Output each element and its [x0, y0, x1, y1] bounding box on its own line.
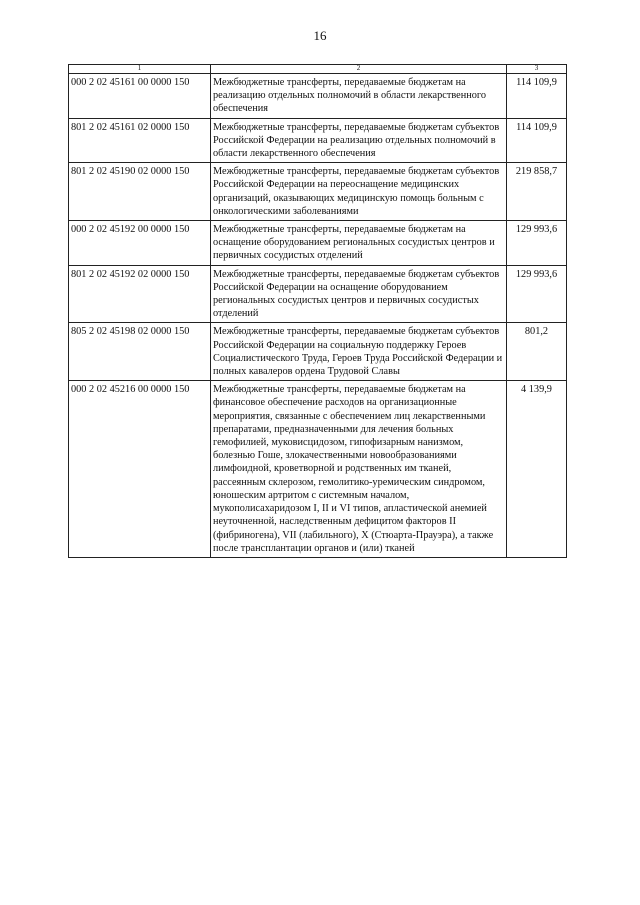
description-cell: Межбюджетные трансферты, передаваемые бюджетам субъектов Российской Федерации на оснащение оборудованием региональных сосудистых центров и первичных сосудистых отделений: [211, 265, 507, 323]
description-cell: Межбюджетные трансферты, передаваемые бюджетам на оснащение оборудованием региональных сосудистых центров и первичных сосудистых отделений: [211, 221, 507, 266]
budget-code-cell: 801 2 02 45190 02 0000 150: [69, 163, 211, 221]
description-cell: Межбюджетные трансферты, передаваемые бюджетам на реализацию отдельных полномочий в области лекарственного обеспечения: [211, 74, 507, 119]
table-row: [69, 381, 567, 558]
table-row: [69, 323, 567, 381]
amount-cell: 129 993,6: [507, 265, 567, 323]
table-row: [69, 118, 567, 163]
table-row: [69, 221, 567, 266]
description-cell: Межбюджетные трансферты, передаваемые бюджетам субъектов Российской Федерации на реализацию отдельных полномочий в области лекарственного обеспечения: [211, 118, 507, 163]
amount-cell: 114 109,9: [507, 118, 567, 163]
amount-cell: 129 993,6: [507, 221, 567, 266]
description-cell: Межбюджетные трансферты, передаваемые бюджетам субъектов Российской Федерации на социальную поддержку Героев Социалистического Труда, Героев Труда Российской Федерации и полных кавалеров ордена Трудовой Славы: [211, 323, 507, 381]
budget-code-cell: 801 2 02 45161 02 0000 150: [69, 118, 211, 163]
description-cell: Межбюджетные трансферты, передаваемые бюджетам на финансовое обеспечение расходов на организационные мероприятия, связанные с обеспечением лиц лекарственными препаратами, предназначенными для лечения больных гемофилией, муковисцидозом, гипофизарным нанизмом, болезнью Гоше, злокачественными новообразованиями лимфоидной, кроветворной и родственных им тканей, рассеянным склерозом, гемолитико-уремическим синдромом, юношеским артритом с системным началом, мукополисахаридозом I, II и VI типов, апластической анемией неуточненной, наследственным дефицитом факторов II (фибриногена), VII (лабильного), X (Стюарта-Прауэра), а также после трансплантации органов и (или) тканей: [211, 381, 507, 558]
table-row: [69, 163, 567, 221]
budget-code-cell: 801 2 02 45192 02 0000 150: [69, 265, 211, 323]
amount-cell: 114 109,9: [507, 74, 567, 119]
column-header-amount: 3: [507, 65, 567, 74]
amount-cell: 219 858,7: [507, 163, 567, 221]
table-row: [69, 265, 567, 323]
budget-code-cell: 000 2 02 45161 00 0000 150: [69, 74, 211, 119]
amount-cell: 4 139,9: [507, 381, 567, 558]
table-header-row: [69, 65, 567, 74]
description-cell: Межбюджетные трансферты, передаваемые бюджетам субъектов Российской Федерации на переоснащение медицинских организаций, оказывающих медицинскую помощь больным с онкологическими заболеваниями: [211, 163, 507, 221]
table-row: [69, 74, 567, 119]
page-number: 16: [313, 28, 327, 43]
budget-code-cell: 805 2 02 45198 02 0000 150: [69, 323, 211, 381]
budget-code-cell: 000 2 02 45216 00 0000 150: [69, 381, 211, 558]
budget-code-cell: 000 2 02 45192 00 0000 150: [69, 221, 211, 266]
amount-cell: 801,2: [507, 323, 567, 381]
column-header-code: 1: [69, 65, 211, 74]
column-header-description: 2: [211, 65, 507, 74]
budget-table: [68, 64, 567, 558]
